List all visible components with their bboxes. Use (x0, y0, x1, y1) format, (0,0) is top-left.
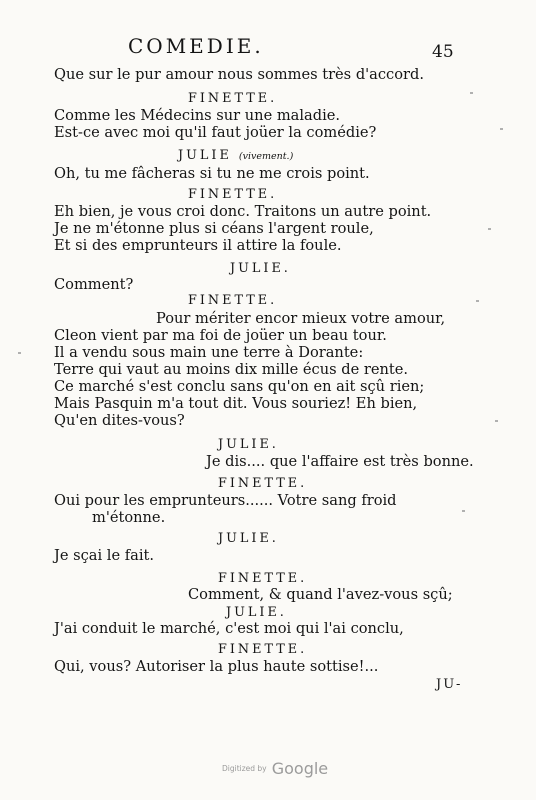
speaker-name: FINETTE. (218, 476, 308, 491)
bleed-through-mark (495, 420, 498, 422)
verse-line: Il a vendu sous main une terre à Dorante: (54, 344, 364, 361)
speaker-name: FINETTE. (188, 187, 278, 202)
verse-line: Terre qui vaut au moins dix mille écus de rente. (54, 361, 409, 378)
verse-line: Ce marché s'est conclu sans qu'on en ait sçû rien; (54, 378, 425, 395)
bleed-through-mark (470, 92, 473, 94)
verse-line: Comment, & quand l'avez-vous sçû; (188, 586, 453, 603)
verse-line: Qu'en dites-vous? (54, 412, 185, 429)
speaker-name: FINETTE. (188, 293, 278, 308)
speaker-name: FINETTE. (218, 571, 308, 586)
verse-line: Mais Pasquin m'a tout dit. Vous souriez! Eh bien, (54, 395, 418, 412)
speaker-name: FINETTE. (188, 91, 278, 106)
catchword: JU- (436, 677, 463, 692)
stage-direction: (vivement.) (238, 151, 294, 162)
verse-line: Est-ce avec moi qu'il faut joüer la comédie? (54, 124, 377, 141)
speaker-name-text: JULIE (178, 148, 232, 163)
verse-line: Qui, vous? Autoriser la plus haute sottise!... (54, 658, 379, 675)
bleed-through-mark (488, 228, 491, 230)
speaker-name (178, 147, 293, 165)
verse-line: Cleon vient par ma foi de joüer un beau tour. (54, 327, 387, 344)
verse-line: Oui pour les emprunteurs...... Votre sang froid (54, 492, 397, 509)
verse-line: Pour mériter encor mieux votre amour, (156, 310, 446, 327)
verse-line: Comme les Médecins sur une maladie. (54, 107, 341, 124)
speaker-name: FINETTE. (218, 642, 308, 657)
digitized-by-google-watermark (222, 758, 328, 778)
page-number: 45 (432, 42, 454, 62)
verse-line: Eh bien, je vous croi donc. Traitons un autre point. (54, 203, 432, 220)
verse-line: Je ne m'étonne plus si céans l'argent roule, (54, 220, 374, 237)
google-logo-text: Google (271, 759, 329, 778)
verse-line: Et si des emprunteurs il attire la foule. (54, 237, 342, 254)
speaker-name: JULIE. (218, 437, 279, 452)
speaker-name: JULIE. (218, 531, 279, 546)
speaker-name: JULIE. (230, 261, 291, 276)
bleed-through-mark (500, 128, 503, 130)
verse-line: Comment? (54, 276, 134, 293)
verse-line: Je sçai le fait. (54, 547, 155, 564)
verse-line: m'étonne. (92, 509, 166, 526)
verse-line: Que sur le pur amour nous sommes très d'accord. (54, 66, 424, 83)
bleed-through-mark (18, 352, 21, 354)
bleed-through-mark (476, 300, 479, 302)
running-title: COMEDIE. (128, 34, 264, 58)
bleed-through-mark (462, 510, 465, 512)
digitized-by-text: Digitized by (222, 764, 267, 773)
verse-line: Je dis.... que l'affaire est très bonne. (206, 453, 474, 470)
verse-line: Oh, tu me fâcheras si tu ne me crois point. (54, 165, 370, 182)
speaker-name: JULIE. (226, 605, 287, 620)
verse-line: J'ai conduit le marché, c'est moi qui l'ai conclu, (54, 620, 404, 637)
